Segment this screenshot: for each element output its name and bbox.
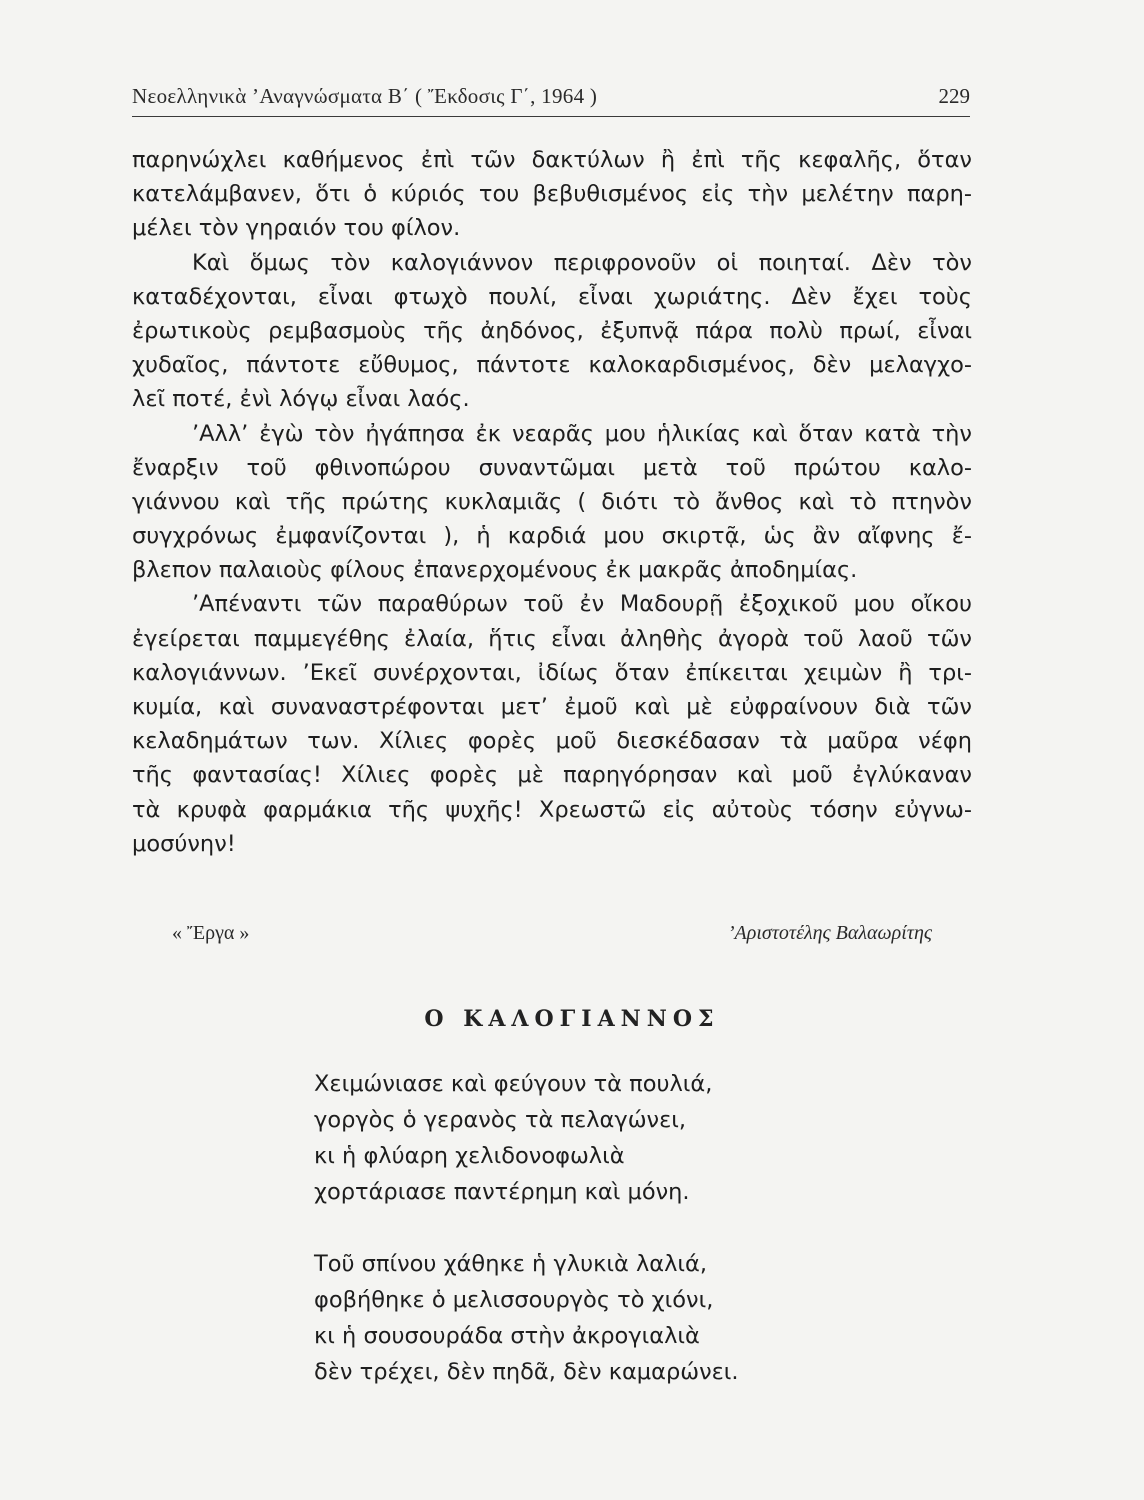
paragraph [132, 587, 972, 861]
verse-line: κι ἡ φλύαρη χελιδονοφωλιὰ [314, 1143, 625, 1169]
stanza [314, 1066, 739, 1210]
attribution [172, 922, 932, 952]
text-line: Καὶ ὅμως τὸν καλογιάννον περιφρονοῦν οἱ ποιηταί. Δὲν τὸν [192, 249, 972, 276]
text-line: μοσύνην! [132, 830, 236, 857]
text-line: καλογιάννων. ’Εκεῖ συνέρχονται, ἰδίως ὅταν ἐπίκειται χειμὼν ἢ τρι- [132, 659, 972, 686]
text-line: μέλει τὸν γηραιόν του φίλον. [132, 215, 461, 242]
text-line: τὰ κρυφὰ φαρμάκια τῆς ψυχῆς! Χρεωστῶ εἰς αὐτοὺς τόσην εὐγνω- [132, 796, 972, 823]
prose-text [132, 143, 972, 861]
text-line: ’Αλλ’ ἐγὼ τὸν ἠγάπησα ἐκ νεαρᾶς μου ἡλικίας καὶ ὅταν κατὰ τὴν [192, 420, 972, 447]
paragraph [132, 143, 972, 246]
text-line: λεῖ ποτέ, ἐνὶ λόγῳ εἶναι λαός. [132, 386, 470, 413]
poem-title: Ο ΚΑΛΟΓΙΑΝΝΟΣ [424, 1006, 720, 1032]
paragraph [132, 246, 972, 417]
text-line: καταδέχονται, εἶναι φτωχὸ πουλί, εἶναι χωριάτης. Δὲν ἔχει τοὺς [132, 283, 972, 310]
verse-line: Τοῦ σπίνου χάθηκε ἡ γλυκιὰ λαλιά, [314, 1251, 708, 1277]
text-line: βλεπον παλαιοὺς φίλους ἐπανερχομένους ἐκ μακρᾶς ἀποδημίας. [132, 557, 858, 584]
book-title: Νεοελληνικὰ ’Αναγνώσματα Β΄ ( Ἔκδοσις Γ΄, 1964 ) [132, 84, 598, 108]
text-line: κυμία, καὶ συναναστρέφονται μετ’ ἐμοῦ καὶ μὲ εὐφραίνουν διὰ τῶν [132, 694, 972, 720]
verse-line: Χειμώνιασε καὶ φεύγουν τὰ πουλιά, [314, 1071, 713, 1097]
text-line: χυδαῖος, πάντοτε εὔθυμος, πάντοτε καλοκαρδισμένος, δὲν μελαγχο- [132, 352, 972, 379]
verse-line: χορτάριασε παντέρημη καὶ μόνη. [314, 1179, 690, 1205]
author-name: ’Αριστοτέλης Βαλαωρίτης [727, 922, 932, 944]
source-work: « Ἔργα » [172, 922, 250, 944]
text-line: ἔναρξιν τοῦ φθινοπώρου συναντῶμαι μετὰ τοῦ πρώτου καλο- [132, 454, 972, 481]
verse-line: φοβήθηκε ὁ μελισσουργὸς τὸ χιόνι, [314, 1287, 714, 1313]
verse-line: γοργὸς ὁ γερανὸς τὰ πελαγώνει, [314, 1107, 687, 1133]
text-line: κελαδημάτων των. Χίλιες φορὲς μοῦ διεσκέδασαν τὰ μαῦρα νέφη [132, 728, 972, 755]
text-line: συγχρόνως ἐμφανίζονται ), ἡ καρδιά μου σκιρτᾷ, ὡς ἂν αἴφνης ἔ- [132, 523, 972, 550]
paragraph [132, 417, 972, 588]
text-line: κατελάμβανεν, ὅτι ὁ κύριός του βεβυθισμένος εἰς τὴν μελέτην παρη- [132, 181, 972, 208]
stanza [314, 1246, 739, 1390]
verse-line: δὲν τρέχει, δὲν πηδᾶ, δὲν καμαρώνει. [314, 1359, 739, 1385]
poem [314, 1066, 739, 1426]
running-header [132, 82, 970, 112]
page-number: 229 [938, 84, 970, 108]
text-line: ’Απέναντι τῶν παραθύρων τοῦ ἐν Μαδουρῇ ἐξοχικοῦ μου οἴκου [192, 591, 972, 618]
text-line: τῆς φαντασίας! Χίλιες φορὲς μὲ παρηγόρησαν καὶ μοῦ ἐγλύκαναν [132, 762, 972, 789]
header-rule [132, 116, 970, 117]
text-line: ἐρωτικοὺς ρεμβασμοὺς τῆς ἀηδόνος, ἐξυπνᾷ πάρα πολὺ πρωί, εἶναι [132, 317, 972, 344]
text-line: γιάννου καὶ τῆς πρώτης κυκλαμιᾶς ( διότι τὸ ἄνθος καὶ τὸ πτηνὸν [132, 488, 972, 515]
text-line: παρηνώχλει καθήμενος ἐπὶ τῶν δακτύλων ἢ ἐπὶ τῆς κεφαλῆς, ὅταν [132, 147, 972, 173]
text-line: ἐγείρεται παμμεγέθης ἐλαία, ἥτις εἶναι ἀληθὴς ἀγορὰ τοῦ λαοῦ τῶν [132, 625, 972, 652]
verse-line: κι ἡ σουσουράδα στὴν ἀκρογιαλιὰ [314, 1323, 700, 1349]
